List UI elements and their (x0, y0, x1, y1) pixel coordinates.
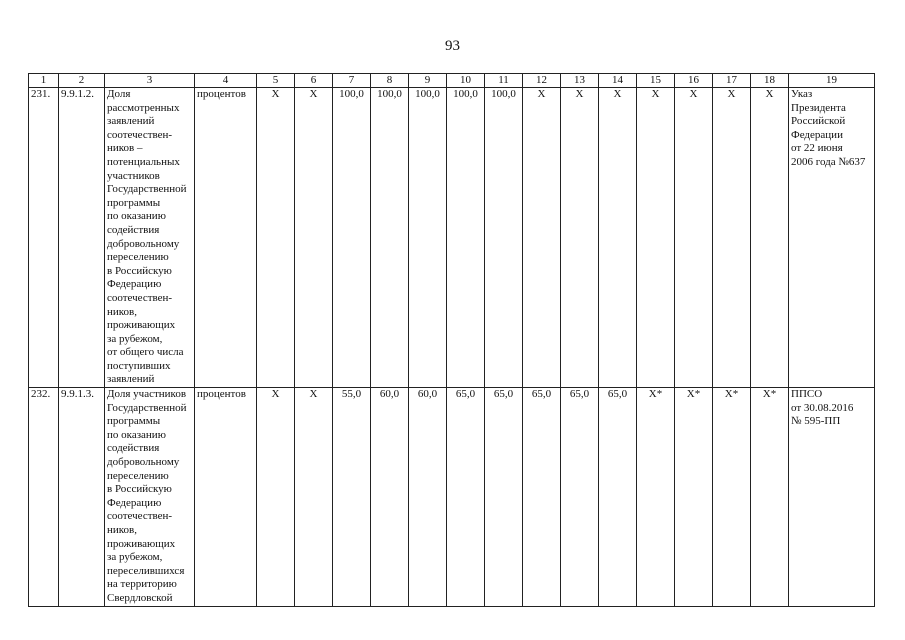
column-header: 10 (447, 74, 485, 88)
column-header: 12 (523, 74, 561, 88)
value-cell: X (599, 88, 637, 388)
value-cell: X (751, 88, 789, 388)
value-cell: X* (751, 388, 789, 607)
unit: процентов (195, 388, 257, 607)
value-cell: X* (675, 388, 713, 607)
column-header: 13 (561, 74, 599, 88)
value-cell: 100,0 (485, 88, 523, 388)
value-cell: 65,0 (447, 388, 485, 607)
column-header: 18 (751, 74, 789, 88)
page-number: 93 (445, 38, 460, 54)
row-code: 9.9.1.3. (59, 388, 105, 607)
indicator-name: Доля участников Государственной программы по оказанию содействия добровольному переселению в Российскую Федерацию соотечествен- ников, проживающих за рубежом, переселившихся на территорию Свердловской (105, 388, 195, 607)
value-cell: X (257, 388, 295, 607)
column-header: 17 (713, 74, 751, 88)
column-number-row (29, 74, 875, 88)
value-cell: 60,0 (371, 388, 409, 607)
value-cell: X (257, 88, 295, 388)
value-cell: 100,0 (333, 88, 371, 388)
column-header: 1 (29, 74, 59, 88)
indicators-table (28, 73, 875, 607)
column-header: 5 (257, 74, 295, 88)
value-cell: X (295, 388, 333, 607)
value-cell: 65,0 (561, 388, 599, 607)
row-code: 9.9.1.2. (59, 88, 105, 388)
value-cell: 55,0 (333, 388, 371, 607)
table-row (29, 388, 875, 607)
column-header: 2 (59, 74, 105, 88)
source-document: ППСО от 30.08.2016 № 595-ПП (789, 388, 875, 607)
value-cell: X (637, 88, 675, 388)
column-header: 7 (333, 74, 371, 88)
column-header: 3 (105, 74, 195, 88)
value-cell: 65,0 (599, 388, 637, 607)
row-number: 232. (29, 388, 59, 607)
value-cell: 100,0 (371, 88, 409, 388)
value-cell: X (713, 88, 751, 388)
value-cell: 65,0 (485, 388, 523, 607)
table-row (29, 88, 875, 388)
column-header: 14 (599, 74, 637, 88)
value-cell: X (295, 88, 333, 388)
row-number: 231. (29, 88, 59, 388)
column-header: 16 (675, 74, 713, 88)
column-header: 15 (637, 74, 675, 88)
value-cell: X* (637, 388, 675, 607)
value-cell: X (523, 88, 561, 388)
column-header: 11 (485, 74, 523, 88)
value-cell: 100,0 (409, 88, 447, 388)
value-cell: X (675, 88, 713, 388)
column-header: 6 (295, 74, 333, 88)
value-cell: 65,0 (523, 388, 561, 607)
unit: процентов (195, 88, 257, 388)
value-cell: X (561, 88, 599, 388)
column-header: 9 (409, 74, 447, 88)
value-cell: 100,0 (447, 88, 485, 388)
column-header: 4 (195, 74, 257, 88)
column-header: 19 (789, 74, 875, 88)
column-header: 8 (371, 74, 409, 88)
indicator-name: Доля рассмотренных заявлений соотечествен- ников – потенциальных участников Государственной программы по оказанию содействия добровольному переселению в Российскую Федерацию соотечествен- ников, проживающих за рубежом, от общего числа поступивших заявлений (105, 88, 195, 388)
value-cell: 60,0 (409, 388, 447, 607)
source-document: Указ Президента Российской Федерации от 22 июня 2006 года №637 (789, 88, 875, 388)
value-cell: X* (713, 388, 751, 607)
